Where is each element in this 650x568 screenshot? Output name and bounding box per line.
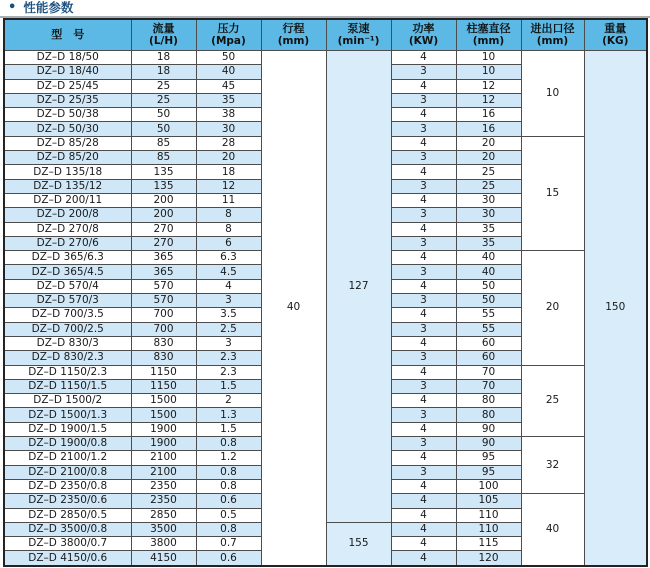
cell-model: DZ–D 200/8 [4,208,131,222]
cell-flow: 700 [131,308,196,322]
cell-power: 4 [391,251,456,265]
cell-model: DZ–D 700/3.5 [4,308,131,322]
header-row [4,19,647,51]
cell-power: 4 [391,537,456,551]
cell-plunger: 40 [456,251,521,265]
cell-flow: 200 [131,193,196,207]
cell-model: DZ–D 365/4.5 [4,265,131,279]
cell-model: DZ–D 2850/0.5 [4,508,131,522]
cell-model: DZ–D 50/30 [4,122,131,136]
cell-pressure: 2.5 [196,322,261,336]
cell-plunger: 30 [456,193,521,207]
cell-pressure: 3 [196,294,261,308]
cell-model: DZ–D 3800/0.7 [4,537,131,551]
cell-flow: 200 [131,208,196,222]
cell-flow: 1500 [131,394,196,408]
cell-flow: 50 [131,108,196,122]
cell-flow: 18 [131,51,196,65]
cell-pressure: 2 [196,394,261,408]
cell-plunger: 110 [456,522,521,536]
cell-model: DZ–D 570/3 [4,294,131,308]
cell-power: 4 [391,193,456,207]
cell-power: 4 [391,222,456,236]
cell-plunger: 25 [456,179,521,193]
cell-pressure: 1.5 [196,379,261,393]
cell-pressure: 30 [196,122,261,136]
cell-model: DZ–D 1150/1.5 [4,379,131,393]
cell-port: 32 [521,437,584,494]
cell-stroke: 40 [261,51,326,566]
cell-plunger: 35 [456,236,521,250]
column-header-flow: 流量 (L/H) [131,19,196,51]
cell-pressure: 6 [196,236,261,250]
cell-power: 3 [391,93,456,107]
cell-plunger: 55 [456,322,521,336]
cell-model: DZ–D 1900/0.8 [4,437,131,451]
cell-flow: 85 [131,151,196,165]
cell-pressure: 1.5 [196,422,261,436]
cell-flow: 2850 [131,508,196,522]
section-title [0,0,650,14]
cell-flow: 135 [131,179,196,193]
table-row [4,51,647,65]
cell-pressure: 6.3 [196,251,261,265]
cell-power: 4 [391,508,456,522]
cell-power: 4 [391,279,456,293]
cell-power: 4 [391,136,456,150]
cell-pressure: 3 [196,336,261,350]
cell-flow: 50 [131,122,196,136]
cell-power: 3 [391,65,456,79]
cell-plunger: 80 [456,408,521,422]
cell-plunger: 95 [456,451,521,465]
cell-flow: 18 [131,65,196,79]
cell-pressure: 1.2 [196,451,261,465]
cell-flow: 1500 [131,408,196,422]
cell-plunger: 110 [456,508,521,522]
cell-flow: 2100 [131,465,196,479]
cell-power: 3 [391,122,456,136]
cell-plunger: 40 [456,265,521,279]
cell-plunger: 20 [456,151,521,165]
section-title-text: 性能参数 [23,0,74,15]
cell-plunger: 10 [456,51,521,65]
cell-power: 4 [391,79,456,93]
cell-model: DZ–D 570/4 [4,279,131,293]
cell-model: DZ–D 2100/1.2 [4,451,131,465]
cell-flow: 85 [131,136,196,150]
cell-plunger: 25 [456,165,521,179]
cell-pressure: 0.8 [196,465,261,479]
cell-model: DZ–D 2100/0.8 [4,465,131,479]
cell-power: 4 [391,479,456,493]
cell-plunger: 60 [456,351,521,365]
cell-plunger: 70 [456,379,521,393]
column-header-weight: 重量 (KG) [584,19,647,51]
cell-power: 3 [391,236,456,250]
cell-pressure: 0.8 [196,522,261,536]
cell-model: DZ–D 830/3 [4,336,131,350]
column-header-stroke: 行程 (mm) [261,19,326,51]
cell-plunger: 120 [456,551,521,566]
cell-plunger: 50 [456,279,521,293]
cell-power: 4 [391,308,456,322]
cell-model: DZ–D 135/12 [4,179,131,193]
cell-flow: 830 [131,336,196,350]
cell-flow: 2350 [131,479,196,493]
table-header [4,19,647,51]
cell-flow: 1900 [131,422,196,436]
cell-plunger: 16 [456,108,521,122]
cell-power: 3 [391,351,456,365]
cell-power: 3 [391,179,456,193]
cell-pressure: 4 [196,279,261,293]
cell-model: DZ–D 1500/2 [4,394,131,408]
cell-pressure: 2.3 [196,351,261,365]
cell-speed: 155 [326,522,391,565]
cell-power: 4 [391,165,456,179]
cell-pressure: 0.5 [196,508,261,522]
cell-pressure: 28 [196,136,261,150]
cell-model: DZ–D 4150/0.6 [4,551,131,566]
cell-flow: 1150 [131,365,196,379]
cell-flow: 270 [131,236,196,250]
cell-plunger: 16 [456,122,521,136]
cell-flow: 3500 [131,522,196,536]
cell-model: DZ–D 1900/1.5 [4,422,131,436]
cell-pressure: 8 [196,208,261,222]
cell-power: 3 [391,379,456,393]
cell-power: 4 [391,522,456,536]
cell-power: 3 [391,208,456,222]
cell-power: 4 [391,494,456,508]
cell-plunger: 35 [456,222,521,236]
cell-flow: 2100 [131,451,196,465]
cell-plunger: 105 [456,494,521,508]
cell-pressure: 4.5 [196,265,261,279]
cell-power: 4 [391,108,456,122]
cell-model: DZ–D 1150/2.3 [4,365,131,379]
cell-power: 3 [391,265,456,279]
cell-model: DZ–D 50/38 [4,108,131,122]
cell-pressure: 3.5 [196,308,261,322]
cell-model: DZ–D 3500/0.8 [4,522,131,536]
cell-flow: 1900 [131,437,196,451]
cell-plunger: 100 [456,479,521,493]
cell-plunger: 70 [456,365,521,379]
cell-model: DZ–D 2350/0.8 [4,479,131,493]
cell-model: DZ–D 365/6.3 [4,251,131,265]
cell-pressure: 12 [196,179,261,193]
cell-plunger: 95 [456,465,521,479]
cell-plunger: 55 [456,308,521,322]
cell-port: 10 [521,51,584,137]
cell-flow: 365 [131,265,196,279]
cell-plunger: 90 [456,422,521,436]
table-body [4,51,647,566]
cell-model: DZ–D 18/40 [4,65,131,79]
cell-model: DZ–D 200/11 [4,193,131,207]
cell-power: 4 [391,51,456,65]
cell-power: 3 [391,294,456,308]
cell-flow: 1150 [131,379,196,393]
column-header-model: 型 号 [4,19,131,51]
cell-pressure: 0.7 [196,537,261,551]
cell-model: DZ–D 2350/0.6 [4,494,131,508]
cell-power: 4 [391,451,456,465]
cell-power: 3 [391,437,456,451]
cell-plunger: 90 [456,437,521,451]
cell-pressure: 2.3 [196,365,261,379]
cell-plunger: 115 [456,537,521,551]
cell-plunger: 20 [456,136,521,150]
bullet-icon: • [8,0,17,15]
cell-flow: 830 [131,351,196,365]
cell-pressure: 0.8 [196,479,261,493]
cell-flow: 700 [131,322,196,336]
cell-speed: 127 [326,51,391,523]
cell-flow: 270 [131,222,196,236]
column-header-plunger: 柱塞直径 (mm) [456,19,521,51]
cell-plunger: 30 [456,208,521,222]
cell-flow: 25 [131,93,196,107]
cell-model: DZ–D 700/2.5 [4,322,131,336]
cell-plunger: 60 [456,336,521,350]
performance-spec-table [3,18,648,567]
cell-pressure: 0.6 [196,494,261,508]
column-header-power: 功率 (KW) [391,19,456,51]
cell-power: 4 [391,551,456,566]
cell-port: 40 [521,494,584,566]
cell-model: DZ–D 25/35 [4,93,131,107]
cell-power: 3 [391,408,456,422]
cell-port: 25 [521,365,584,436]
cell-pressure: 11 [196,193,261,207]
cell-pressure: 45 [196,79,261,93]
cell-model: DZ–D 135/18 [4,165,131,179]
cell-pressure: 8 [196,222,261,236]
cell-flow: 25 [131,79,196,93]
cell-weight: 150 [584,51,647,566]
cell-flow: 135 [131,165,196,179]
cell-pressure: 50 [196,51,261,65]
cell-model: DZ–D 85/20 [4,151,131,165]
cell-model: DZ–D 1500/1.3 [4,408,131,422]
cell-power: 4 [391,422,456,436]
cell-flow: 3800 [131,537,196,551]
cell-plunger: 10 [456,65,521,79]
cell-model: DZ–D 18/50 [4,51,131,65]
cell-power: 4 [391,336,456,350]
column-header-speed: 泵速 (min⁻¹) [326,19,391,51]
cell-port: 20 [521,251,584,365]
cell-power: 3 [391,151,456,165]
column-header-pressure: 压力 (Mpa) [196,19,261,51]
cell-flow: 570 [131,279,196,293]
cell-plunger: 80 [456,394,521,408]
cell-model: DZ–D 270/6 [4,236,131,250]
cell-pressure: 35 [196,93,261,107]
cell-plunger: 50 [456,294,521,308]
cell-pressure: 0.6 [196,551,261,566]
cell-port: 15 [521,136,584,250]
cell-power: 3 [391,465,456,479]
cell-pressure: 1.3 [196,408,261,422]
cell-flow: 365 [131,251,196,265]
cell-pressure: 40 [196,65,261,79]
cell-flow: 4150 [131,551,196,566]
cell-plunger: 12 [456,79,521,93]
cell-pressure: 20 [196,151,261,165]
cell-flow: 570 [131,294,196,308]
cell-plunger: 12 [456,93,521,107]
cell-model: DZ–D 830/2.3 [4,351,131,365]
column-header-port: 进出口径 (mm) [521,19,584,51]
cell-flow: 2350 [131,494,196,508]
cell-model: DZ–D 270/8 [4,222,131,236]
cell-power: 4 [391,394,456,408]
cell-pressure: 38 [196,108,261,122]
cell-pressure: 0.8 [196,437,261,451]
cell-power: 4 [391,365,456,379]
cell-model: DZ–D 85/28 [4,136,131,150]
cell-model: DZ–D 25/45 [4,79,131,93]
cell-power: 3 [391,322,456,336]
cell-pressure: 18 [196,165,261,179]
